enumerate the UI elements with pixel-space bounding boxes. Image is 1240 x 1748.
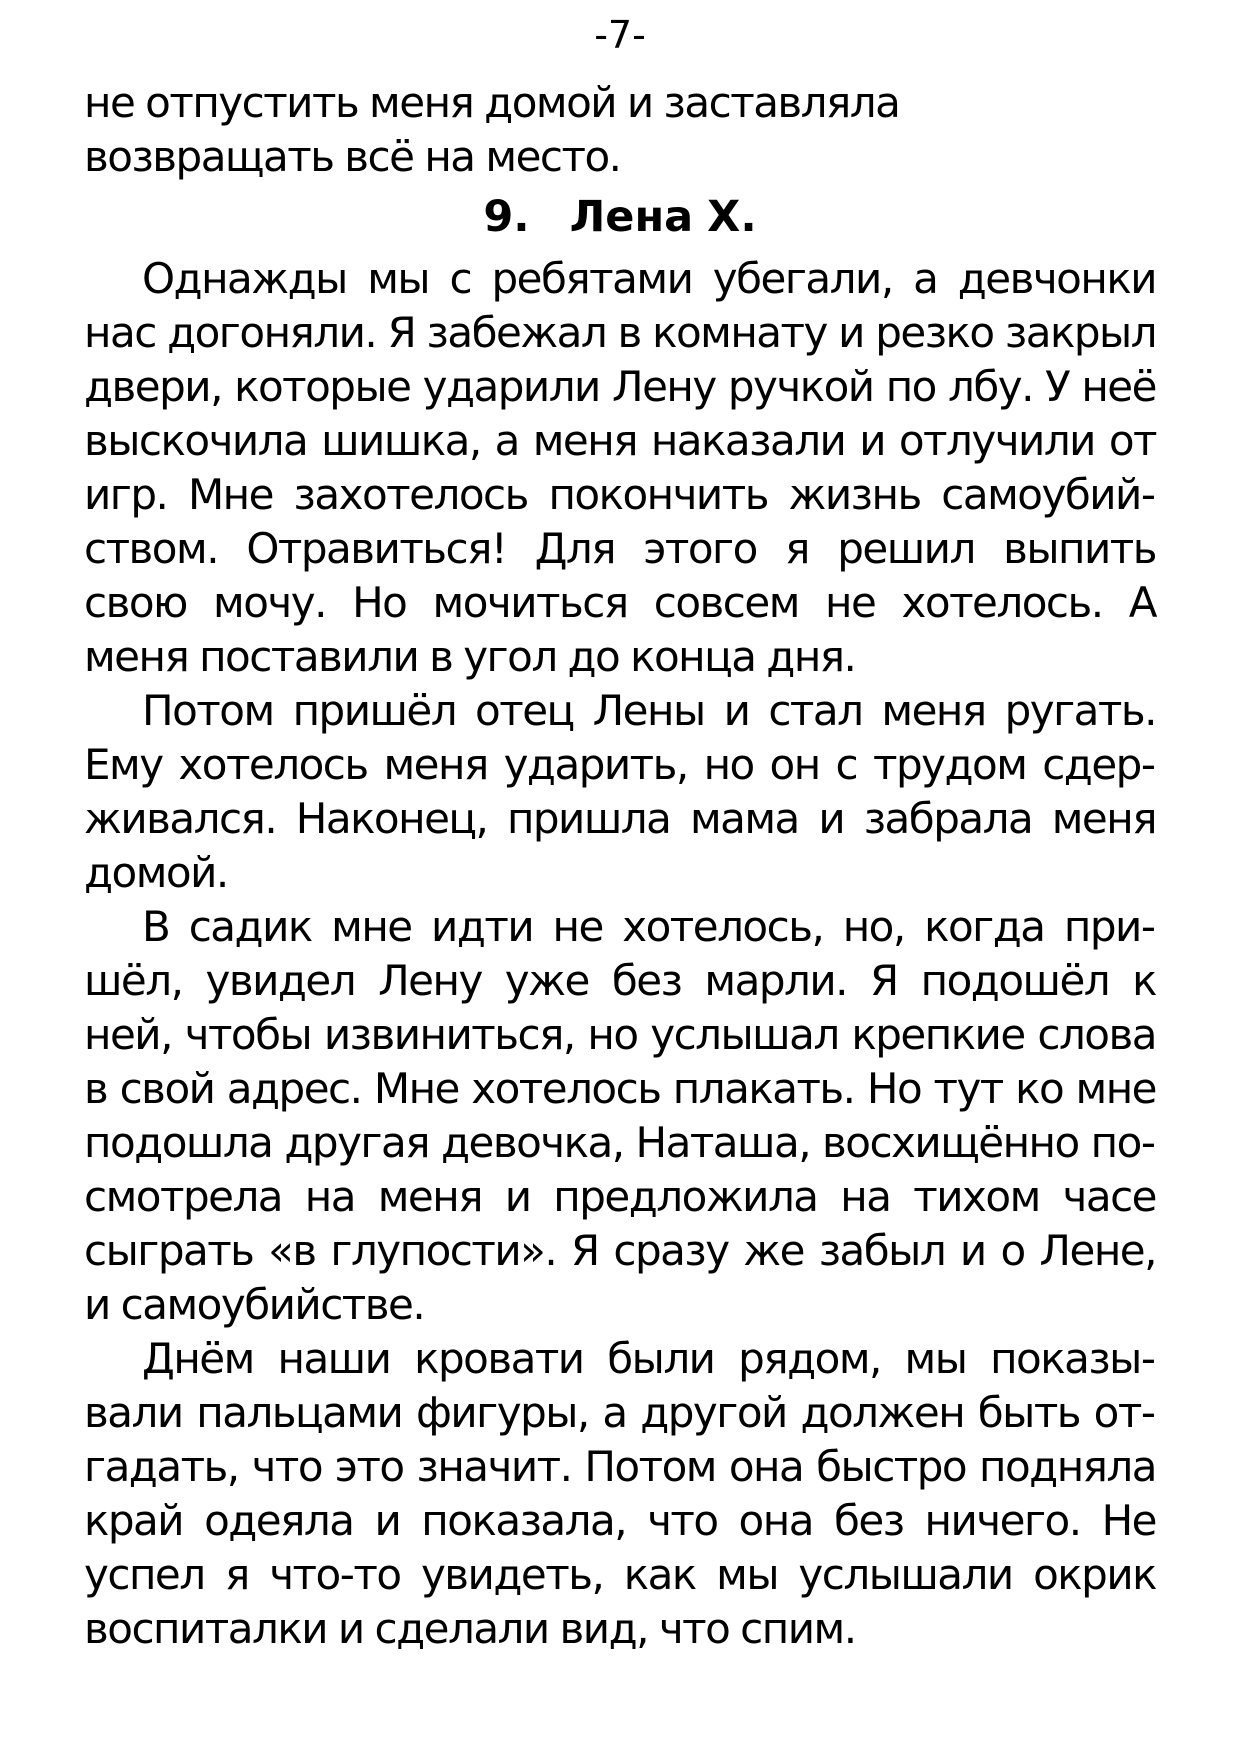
continued-paragraph: не отпустить меня домой и заставляла возвращать всё на место. bbox=[84, 78, 900, 181]
body-text bbox=[84, 76, 1156, 1656]
page-number: -7- bbox=[594, 13, 646, 57]
section-number: 9. bbox=[483, 192, 530, 242]
paragraph-2: Потом пришёл отец Лены и стал меня ругать. Ему хотелось меня ударить, но он с трудом сдерживался. Наконец, пришла мама и забрала меня домой. bbox=[84, 686, 1156, 897]
section-title: Лена Х. bbox=[569, 192, 757, 242]
paragraph-1: Однажды мы с ребятами убегали, а девчонки нас догоняли. Я забежал в комнату и резко закрыл двери, которые ударили Лену ручкой по лбу. У неё выскочила шишка, а меня наказали и отлучили от игр. Мне захотелось покончить жизнь самоубийством. Отравиться! Для этого я решил выпить свою мочу. Но мочиться совсем не хотелось. А меня поставили в угол до конца дня. bbox=[84, 254, 1156, 681]
section-heading bbox=[84, 190, 1156, 244]
paragraph-4: Днём наши кровати были рядом, мы показывали пальцами фигуры, а другой должен быть отгадать, что это значит. Потом она быстро подняла край одеяла и показала, что она без ничего. Не успел я что-то увидеть, как мы услышали окрик воспиталки и сделали вид, что спим. bbox=[84, 1334, 1156, 1653]
paragraph-3: В садик мне идти не хотелось, но, когда пришёл, увидел Лену уже без марли. Я подошёл к ней, чтобы извиниться, но услышал крепкие слова в свой адрес. Мне хотелось плакать. Но тут ко мне подошла другая девочка, Наташа, восхищённо посмотрела на меня и предложила на тихом часе сыграть «в глупости». Я сразу же забыл и о Лене, и самоубийстве. bbox=[84, 902, 1156, 1329]
